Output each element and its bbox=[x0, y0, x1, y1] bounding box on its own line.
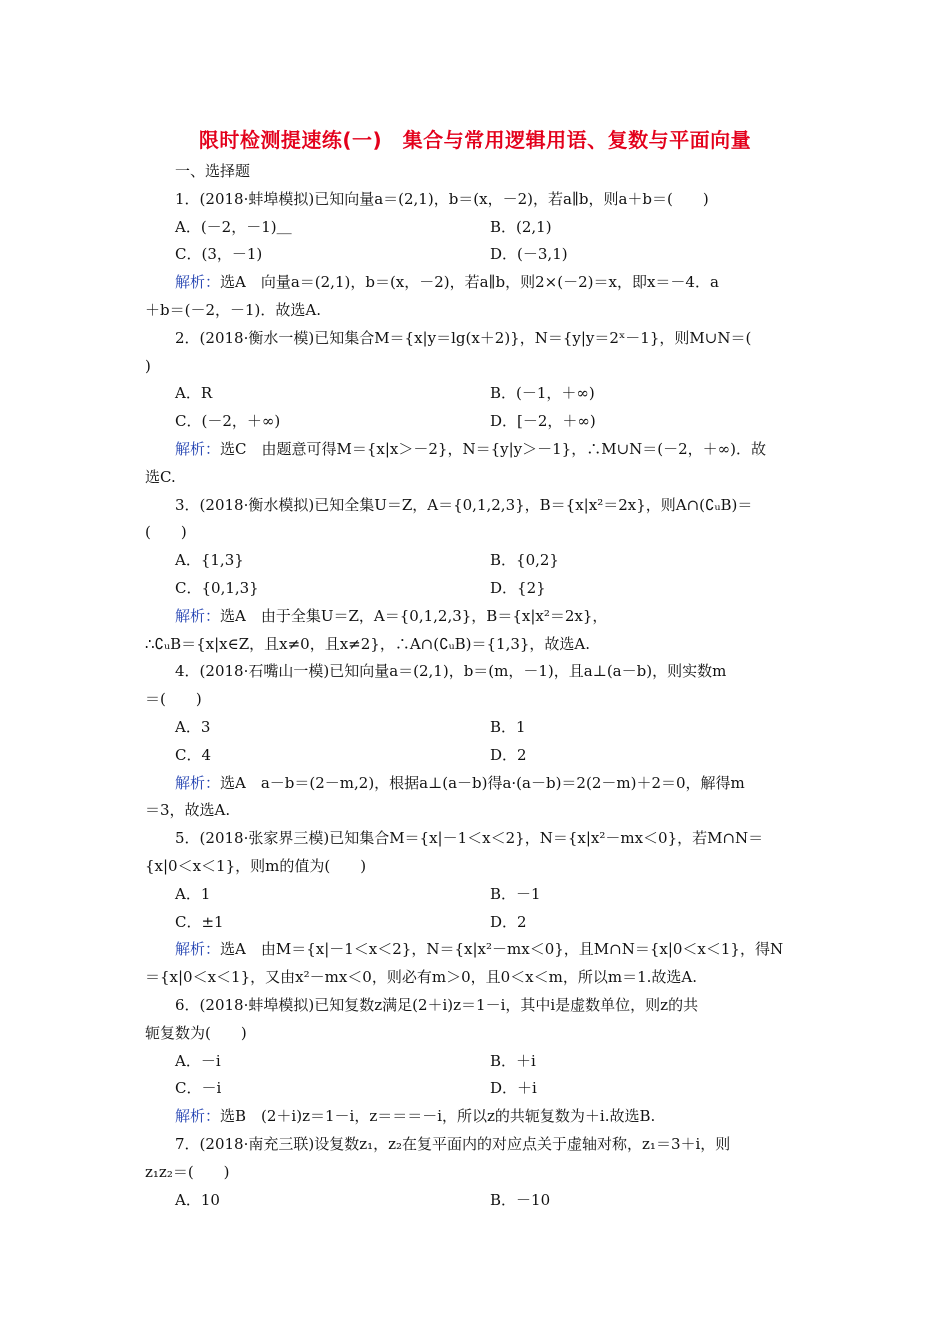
option-item: C．(－2，＋∞) bbox=[175, 412, 281, 431]
analysis-label: 解析： bbox=[175, 773, 221, 792]
analysis-text: ＝{x|0＜x＜1}，又由x²－mx＜0，则必有m＞0，且0＜x＜m，所以m＝1.故选A. bbox=[145, 968, 697, 987]
option-item: D．{2} bbox=[490, 579, 546, 597]
analysis-text: 选C. bbox=[145, 467, 176, 486]
analysis-text: ＋b＝(－2，－1)．故选A. bbox=[145, 301, 321, 319]
analysis-line bbox=[175, 439, 805, 459]
analysis-label: 解析： bbox=[175, 273, 221, 292]
question-stem: 4．(2018·石嘴山一模)已知向量a＝(2,1)，b＝(m，－1)，且a⊥(a－b)，则实数m bbox=[175, 662, 727, 681]
analysis-line bbox=[145, 967, 805, 987]
option-item: D．2 bbox=[490, 745, 527, 764]
section-heading: 一、选择题 bbox=[175, 162, 251, 180]
option-item: A．(－2，－1)＿ bbox=[175, 217, 292, 236]
analysis-line bbox=[175, 272, 805, 292]
option-item: C．{0,1,3} bbox=[175, 579, 259, 597]
analysis-line bbox=[175, 606, 805, 626]
option-item: B．－10 bbox=[490, 1190, 551, 1209]
option-item: B．{0,2} bbox=[490, 551, 559, 570]
option-item: D．(－3,1) bbox=[490, 245, 568, 264]
analysis-line bbox=[145, 800, 805, 820]
analysis-label: 解析： bbox=[175, 940, 221, 959]
question-stem: 7．(2018·南充三联)设复数z₁，z₂在复平面内的对应点关于虚轴对称，z₁＝3＋i，则 bbox=[175, 1135, 731, 1153]
analysis-text: 选A 由M＝{x|－1＜x＜2}，N＝{x|x²－mx＜0}，且M∩N＝{x|0＜x＜1}，得N bbox=[220, 940, 784, 959]
analysis-line bbox=[145, 467, 805, 487]
question-stem: 3．(2018·衡水模拟)已知全集U＝Z，A＝{0,1,2,3}，B＝{x|x²＝2x}，则A∩(∁ᵤB)＝ bbox=[175, 495, 753, 514]
option-item: A．{1,3} bbox=[175, 551, 244, 570]
analysis-text: 选A 向量a＝(2,1)，b＝(x，－2)，若a∥b，则2×(－2)＝x，即x＝－4．a bbox=[220, 273, 719, 292]
option-item: C．4 bbox=[175, 745, 212, 764]
question-stem: 5．(2018·张家界三模)已知集合M＝{x|－1＜x＜2}，N＝{x|x²－mx＜0}，若M∩N＝ bbox=[175, 829, 764, 848]
question-stem: ) bbox=[145, 356, 151, 375]
analysis-line bbox=[175, 773, 805, 793]
analysis-text: 选C 由题意可得M＝{x|x＞－2}，N＝{y|y＞－1}，∴M∪N＝(－2，＋∞)．故 bbox=[220, 440, 767, 458]
question-stem: ＝( ) bbox=[145, 690, 202, 709]
option-item: D．[－2，＋∞) bbox=[490, 412, 596, 431]
option-item: B．(－1，＋∞) bbox=[490, 384, 595, 403]
question-stem: z₁z₂＝( ) bbox=[145, 1162, 230, 1181]
analysis-text: 选A a－b＝(2－m,2)，根据a⊥(a－b)得a·(a－b)＝2(2－m)＋2＝0，解得m bbox=[220, 773, 745, 792]
option-item: A．1 bbox=[175, 884, 211, 903]
analysis-text: ＝3，故选A. bbox=[145, 801, 231, 820]
analysis-label: 解析： bbox=[175, 440, 221, 458]
analysis-text: 选B (2＋i)z＝1－i，z＝＝＝－i，所以z的共轭复数为＋i.故选B. bbox=[220, 1107, 656, 1126]
analysis-line bbox=[175, 939, 805, 959]
question-stem: {x|0＜x＜1}，则m的值为( ) bbox=[145, 857, 367, 875]
option-item: C．－i bbox=[175, 1079, 222, 1098]
question-stem: 2．(2018·衡水一模)已知集合M＝{x|y＝lg(x＋2)}，N＝{y|y＝2ˣ－1}，则M∪N＝( bbox=[175, 328, 752, 347]
option-item: A．－i bbox=[175, 1051, 221, 1070]
question-stem: 6．(2018·蚌埠模拟)已知复数z满足(2＋i)z＝1－i，其中i是虚数单位，则z的共 bbox=[175, 996, 699, 1014]
option-item: A．3 bbox=[175, 718, 211, 736]
analysis-text: ∴∁ᵤB＝{x|x∈Z，且x≠0，且x≠2}，∴A∩(∁ᵤB)＝{1,3}，故选A. bbox=[145, 634, 591, 653]
analysis-line bbox=[175, 1106, 805, 1126]
option-item: D．＋i bbox=[490, 1079, 537, 1098]
analysis-text: 选A 由于全集U＝Z，A＝{0,1,2,3}，B＝{x|x²＝2x}， bbox=[220, 606, 608, 625]
analysis-label: 解析： bbox=[175, 1107, 221, 1126]
page-title: 限时检测提速练(一) 集合与常用逻辑用语、复数与平面向量 bbox=[198, 128, 752, 152]
option-item: A．R bbox=[175, 384, 213, 403]
option-item: C．(3，－1) bbox=[175, 245, 263, 264]
option-item: B．＋i bbox=[490, 1051, 536, 1070]
question-stem: 1．(2018·蚌埠模拟)已知向量a＝(2,1)，b＝(x，－2)，若a∥b，则a＋b＝( ) bbox=[175, 189, 709, 208]
option-item: C．±1 bbox=[175, 912, 224, 931]
analysis-line bbox=[145, 300, 805, 320]
option-item: A．10 bbox=[175, 1190, 220, 1209]
option-item: B．1 bbox=[490, 718, 526, 736]
option-item: D．2 bbox=[490, 912, 527, 931]
question-stem: 轭复数为( ) bbox=[145, 1023, 247, 1042]
option-item: B．－1 bbox=[490, 884, 541, 903]
question-stem: ( ) bbox=[145, 523, 187, 542]
option-item: B．(2,1) bbox=[490, 217, 552, 236]
analysis-label: 解析： bbox=[175, 606, 221, 625]
analysis-line bbox=[145, 634, 805, 654]
